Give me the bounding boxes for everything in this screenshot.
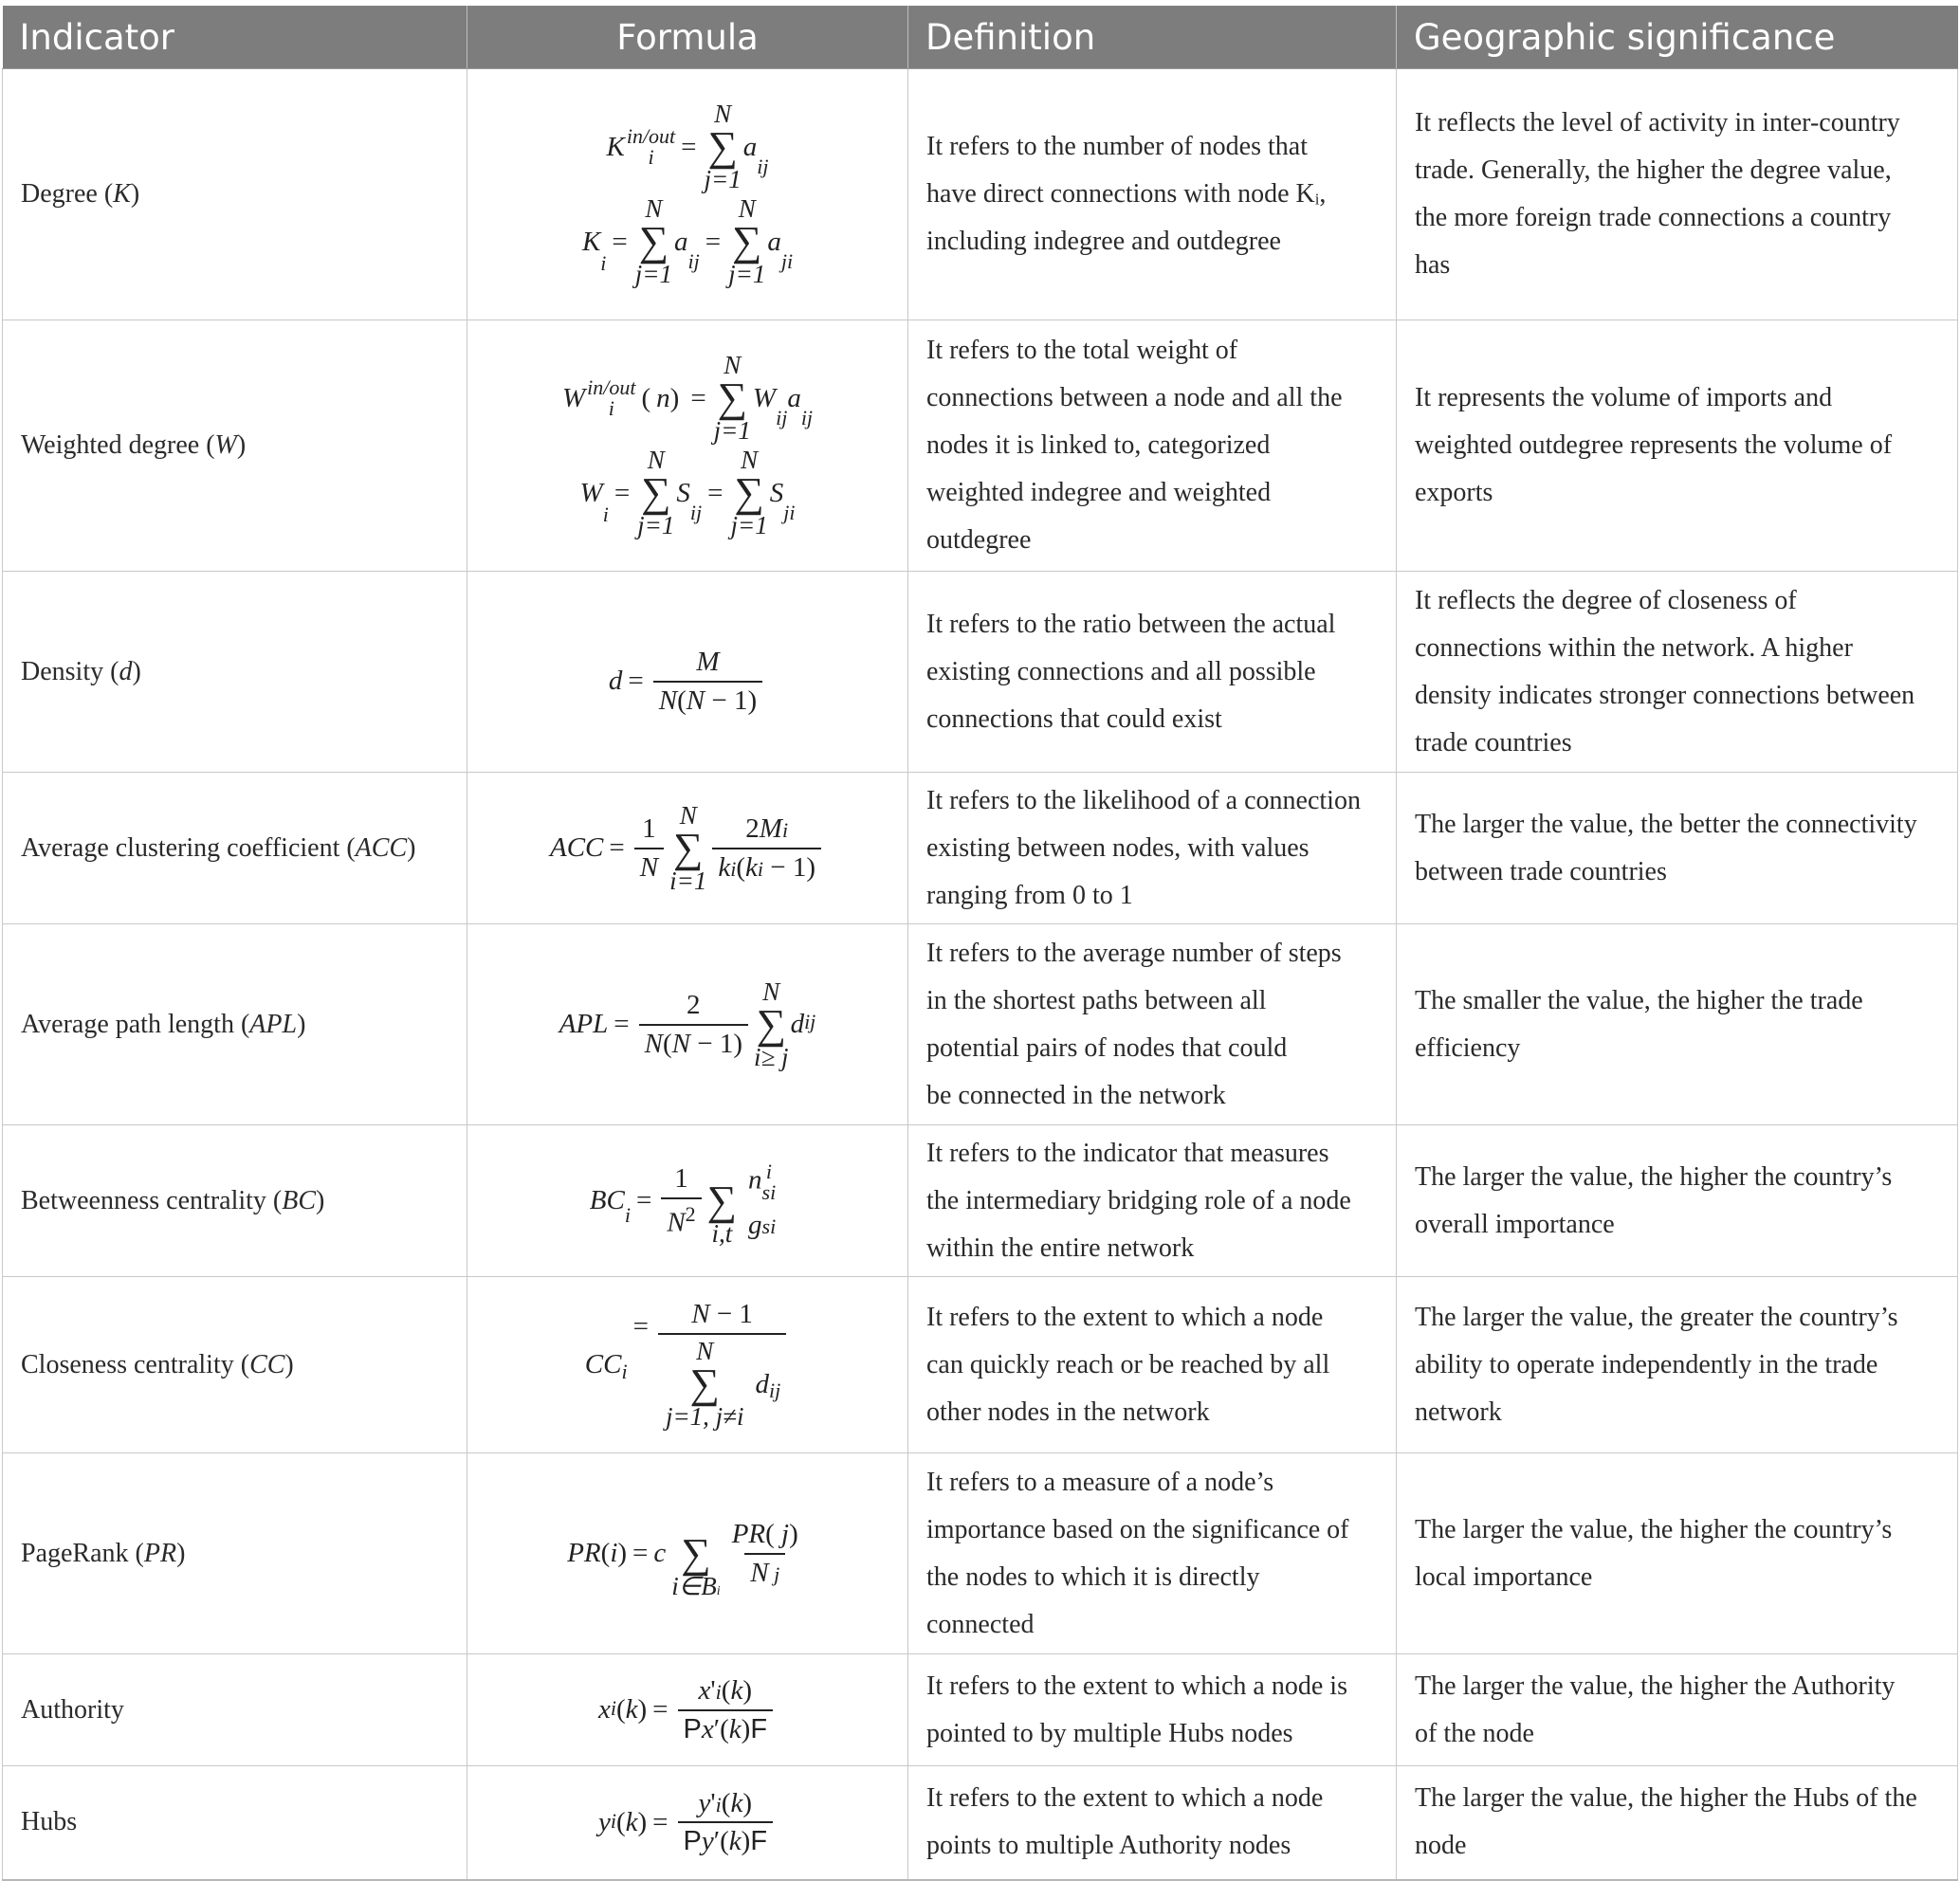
header-indicator: Indicator [3, 6, 467, 69]
significance-cell: The larger the value, the higher the country’s overall importance [1397, 1125, 1958, 1277]
table-row [3, 69, 1958, 320]
formula-authority: x i ( k ) = $\frac{x'i(k)}{Px'(k)F}$ [467, 1654, 908, 1766]
formula-bc: BC i = $\frac{1}{N^2}$ ∑ i,t n i si gsi [467, 1125, 908, 1277]
indicator-cell: Closeness centrality (CC) [3, 1277, 467, 1453]
formula-cc: CC i = N − 1 N ∑ j=1, j≠i d ij [467, 1277, 908, 1453]
table-row [3, 1654, 1958, 1766]
table-row [3, 924, 1958, 1125]
header-geographic-significance: Geographic significance [1397, 6, 1958, 69]
formula-pagerank: PR ( i ) = c ∑ i∈Bi $\frac{PR( j)}{\text{N j}}$ [467, 1453, 908, 1654]
formula-density: d = $\frac{M}{N(N - 1)}$ [467, 572, 908, 773]
table-row [3, 1453, 1958, 1654]
table-row [3, 1125, 1958, 1277]
indicator-cell: Weighted degree (W) [3, 320, 467, 572]
indicator-cell: PageRank (PR) [3, 1453, 467, 1654]
indicator-table [2, 6, 1958, 1881]
definition-cell: It refers to the number of nodes that have direct connections with node Kᵢ, including indegree and outdegree [908, 69, 1397, 320]
indicator-cell: Density (d) [3, 572, 467, 773]
significance-cell: The larger the value, the higher the Authority of the node [1397, 1654, 1958, 1766]
table-row [3, 1766, 1958, 1880]
header-formula: Formula [467, 6, 908, 69]
table-row [3, 1277, 1958, 1453]
indicator-cell: Degree (K) [3, 69, 467, 320]
header-definition: Definition [908, 6, 1397, 69]
definition-cell: It refers to the total weight of connections between a node and all the nodes it is linked to, categorized weighted indegree and weighted outdegree [908, 320, 1397, 572]
significance-cell: The larger the value, the better the connectivity between trade countries [1397, 773, 1958, 924]
definition-cell: It refers to the indicator that measures the intermediary bridging role of a node within the entire network [908, 1125, 1397, 1277]
indicator-cell: Betweenness centrality (BC) [3, 1125, 467, 1277]
significance-cell: The larger the value, the higher the country’s local importance [1397, 1453, 1958, 1654]
definition-cell: It refers to the ratio between the actual existing connections and all possible connections that could exist [908, 572, 1397, 773]
significance-cell: It reflects the degree of closeness of connections within the network. A higher density indicates stronger connections between trade countries [1397, 572, 1958, 773]
header-row [3, 6, 1958, 69]
significance-cell: The smaller the value, the higher the trade efficiency [1397, 924, 1958, 1125]
definition-cell: It refers to the likelihood of a connection existing between nodes, with values ranging from 0 to 1 [908, 773, 1397, 924]
table-row [3, 572, 1958, 773]
definition-cell: It refers to the extent to which a node can quickly reach or be reached by all other nodes in the network [908, 1277, 1397, 1453]
formula-hubs: y i ( k ) = $\frac{y'i(k)}{Py'(k)F}$ [467, 1766, 908, 1880]
table-row [3, 773, 1958, 924]
table-row [3, 320, 1958, 572]
definition-cell: It refers to the average number of steps in the shortest paths between all potential pairs of nodes that could be connected in the network [908, 924, 1397, 1125]
formula-degree: K in/out i = N ∑ j=1 a ij K i = N ∑ j=1 a ij = N ∑ j=1 a ji [467, 69, 908, 320]
definition-cell: It refers to a measure of a node’s importance based on the significance of the nodes to which it is directly connected [908, 1453, 1397, 1654]
definition-cell: It refers to the extent to which a node points to multiple Authority nodes [908, 1766, 1397, 1880]
definition-cell: It refers to the extent to which a node is pointed to by multiple Hubs nodes [908, 1654, 1397, 1766]
significance-cell: The larger the value, the higher the Hubs of the node [1397, 1766, 1958, 1880]
significance-cell: The larger the value, the greater the country’s ability to operate independently in the trade network [1397, 1277, 1958, 1453]
significance-cell: It represents the volume of imports and weighted outdegree represents the volume of exports [1397, 320, 1958, 572]
indicator-cell: Average clustering coefficient (ACC) [3, 773, 467, 924]
indicator-cell: Hubs [3, 1766, 467, 1880]
formula-weighted-degree: W in/out i ( n ) = N ∑ j=1 W ij a ij W i = N ∑ j=1 S ij = N ∑ j=1 S ji [467, 320, 908, 572]
indicator-cell: Average path length (APL) [3, 924, 467, 1125]
significance-cell: It reflects the level of activity in inter-country trade. Generally, the higher the degree value, the more foreign trade connections a country has [1397, 69, 1958, 320]
formula-apl: APL = $\frac{2}{N(N - 1)}$ N ∑ i≥ j d ij [467, 924, 908, 1125]
indicator-cell: Authority [3, 1654, 467, 1766]
formula-acc: ACC = $\frac{1}{N}$ N ∑ i=1 $\frac{2Mi}{ki(ki - 1)}$ [467, 773, 908, 924]
